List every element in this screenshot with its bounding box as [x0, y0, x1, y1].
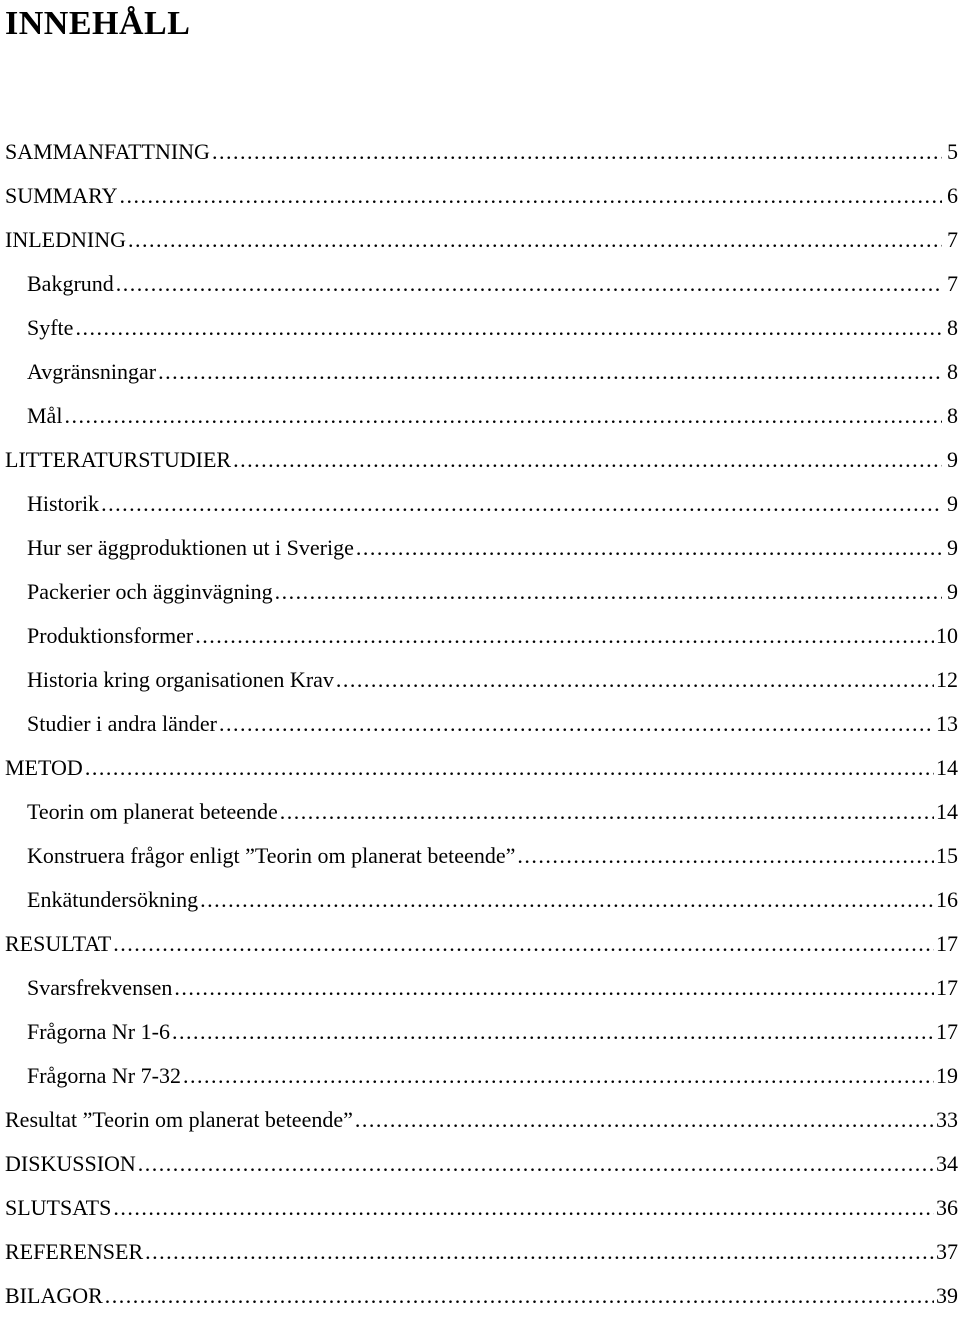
- toc-entry-title: RESULTAT: [5, 931, 112, 956]
- toc-entry-page-number: 12: [936, 667, 958, 692]
- toc-entry[interactable]: [0, 1098, 960, 1142]
- dot-leader: [355, 1098, 934, 1142]
- dot-leader: [517, 834, 934, 878]
- toc-entry-title: Enkätundersökning: [27, 887, 199, 912]
- dot-leader: [336, 658, 934, 702]
- toc-entry[interactable]: [0, 306, 960, 350]
- toc-entry-title: SAMMANFATTNING: [5, 139, 210, 164]
- toc-entry[interactable]: [0, 526, 960, 570]
- dot-leader: [233, 438, 942, 482]
- toc-entry[interactable]: [0, 350, 960, 394]
- toc-entry[interactable]: [0, 1010, 960, 1054]
- toc-entry-title: Frågorna Nr 7-32: [27, 1063, 181, 1088]
- toc-entry[interactable]: [0, 482, 960, 526]
- toc-entry[interactable]: [0, 1186, 960, 1230]
- toc-entry-page-number: 9: [947, 491, 958, 516]
- toc-entry-title: BILAGOR: [5, 1283, 103, 1308]
- dot-leader: [113, 1186, 934, 1230]
- toc-entry[interactable]: [0, 438, 960, 482]
- toc-entry[interactable]: [0, 702, 960, 746]
- toc-entry[interactable]: [0, 834, 960, 878]
- toc-entry-page-number: 5: [947, 139, 958, 164]
- toc-entry[interactable]: [0, 570, 960, 614]
- dot-leader: [116, 262, 942, 306]
- toc-entry-title: Svarsfrekvensen: [27, 975, 173, 1000]
- toc-entry-page-number: 19: [936, 1063, 958, 1088]
- toc-entry-page-number: 33: [936, 1107, 958, 1132]
- toc-entry-title: Historia kring organisationen Krav: [27, 667, 334, 692]
- toc-entry-page-number: 34: [936, 1151, 958, 1176]
- toc-entry[interactable]: [0, 1054, 960, 1098]
- dot-leader: [85, 746, 934, 790]
- toc-entry-page-number: 39: [936, 1283, 958, 1308]
- toc-entry-title: REFERENSER: [5, 1239, 144, 1264]
- toc-entry-page-number: 10: [936, 623, 958, 648]
- toc-entry[interactable]: [0, 922, 960, 966]
- toc-entry[interactable]: [0, 130, 960, 174]
- toc-entry[interactable]: [0, 1230, 960, 1274]
- toc-entry[interactable]: [0, 790, 960, 834]
- dot-leader: [105, 1274, 934, 1318]
- dot-leader: [172, 1010, 934, 1054]
- toc-entry-title: Packerier och ägginvägning: [27, 579, 273, 604]
- toc-entry-title: Produktionsformer: [27, 623, 194, 648]
- toc-entry-title: SLUTSATS: [5, 1195, 112, 1220]
- toc-entry-title: LITTERATURSTUDIER: [5, 447, 232, 472]
- dot-leader: [113, 922, 934, 966]
- toc-entry-page-number: 8: [947, 359, 958, 384]
- toc-entry-page-number: 13: [936, 711, 958, 736]
- dot-leader: [158, 350, 942, 394]
- toc-entry-page-number: 16: [936, 887, 958, 912]
- dot-leader: [101, 482, 942, 526]
- toc-entry-title: Historik: [27, 491, 100, 516]
- toc-entry-page-number: 9: [947, 579, 958, 604]
- toc-entry-title: Konstruera frågor enligt ”Teorin om planerat beteende”: [27, 843, 516, 868]
- dot-leader: [145, 1230, 934, 1274]
- dot-leader: [212, 130, 942, 174]
- toc-entry-title: Frågorna Nr 1-6: [27, 1019, 170, 1044]
- toc-entry[interactable]: [0, 966, 960, 1010]
- dot-leader: [200, 878, 934, 922]
- toc-entry[interactable]: [0, 262, 960, 306]
- toc-entry[interactable]: [0, 658, 960, 702]
- toc-entry-title: Mål: [27, 403, 63, 428]
- toc-entry-page-number: 8: [947, 315, 958, 340]
- toc-entry-page-number: 7: [947, 227, 958, 252]
- toc-entry-page-number: 36: [936, 1195, 958, 1220]
- dot-leader: [119, 174, 942, 218]
- toc-entry-title: Avgränsningar: [27, 359, 157, 384]
- toc-entry[interactable]: [0, 1274, 960, 1318]
- toc-entry-title: DISKUSSION: [5, 1151, 136, 1176]
- dot-leader: [64, 394, 942, 438]
- toc-entry-page-number: 9: [947, 535, 958, 560]
- toc-entry-title: Bakgrund: [27, 271, 114, 296]
- toc-entry-title: INLEDNING: [5, 227, 126, 252]
- toc-entry-title: Syfte: [27, 315, 74, 340]
- dot-leader: [183, 1054, 934, 1098]
- toc-entry-page-number: 14: [936, 755, 958, 780]
- toc-entry-page-number: 8: [947, 403, 958, 428]
- dot-leader: [128, 218, 942, 262]
- toc-entry-page-number: 15: [936, 843, 958, 868]
- toc-entry-page-number: 37: [936, 1239, 958, 1264]
- toc-entry-title: SUMMARY: [5, 183, 118, 208]
- toc-entry-page-number: 9: [947, 447, 958, 472]
- toc-entry[interactable]: [0, 1142, 960, 1186]
- toc-entry[interactable]: [0, 174, 960, 218]
- dot-leader: [275, 570, 942, 614]
- toc-entry[interactable]: [0, 878, 960, 922]
- toc-entry-page-number: 17: [936, 975, 958, 1000]
- toc-entry-page-number: 17: [936, 931, 958, 956]
- toc-entry[interactable]: [0, 614, 960, 658]
- toc-entry[interactable]: [0, 746, 960, 790]
- toc-entry-title: Teorin om planerat beteende: [27, 799, 278, 824]
- toc-entry[interactable]: [0, 218, 960, 262]
- toc-entry-title: Hur ser äggproduktionen ut i Sverige: [27, 535, 354, 560]
- table-of-contents: [0, 130, 960, 1318]
- toc-entry-title: METOD: [5, 755, 83, 780]
- dot-leader: [75, 306, 942, 350]
- toc-entry-title: Resultat ”Teorin om planerat beteende”: [5, 1107, 353, 1132]
- toc-entry-title: Studier i andra länder: [27, 711, 217, 736]
- dot-leader: [195, 614, 934, 658]
- dot-leader: [138, 1142, 934, 1186]
- toc-entry[interactable]: [0, 394, 960, 438]
- dot-leader: [219, 702, 934, 746]
- dot-leader: [174, 966, 934, 1010]
- toc-entry-page-number: 7: [947, 271, 958, 296]
- toc-entry-page-number: 6: [947, 183, 958, 208]
- toc-entry-page-number: 17: [936, 1019, 958, 1044]
- dot-leader: [280, 790, 934, 834]
- dot-leader: [356, 526, 942, 570]
- toc-heading: INNEHÅLL: [5, 5, 191, 42]
- toc-entry-page-number: 14: [936, 799, 958, 824]
